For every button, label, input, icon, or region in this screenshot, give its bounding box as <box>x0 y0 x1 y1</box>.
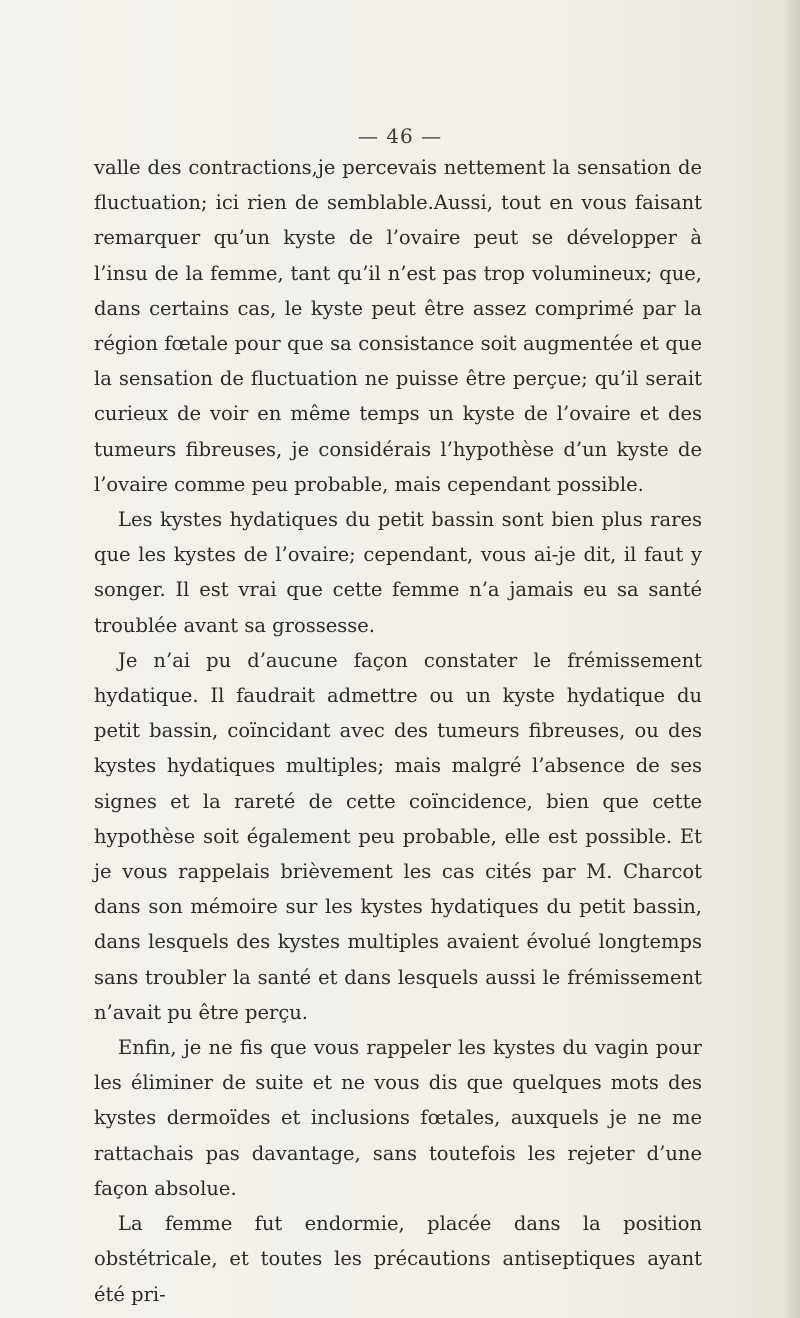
page-number: — 46 — <box>357 124 443 148</box>
paragraph-4: Enfin, je ne fis que vous rappeler les kystes du vagin pour les éliminer de suite et ne vous dis que quelques mots des kystes dermoïdes et inclusions fœtales, auxquels je ne me rattachais pas davantage, sans toutefois les rejeter d’une façon absolue. <box>94 1036 702 1200</box>
paragraph-2: Les kystes hydatiques du petit bassin sont bien plus rares que les kystes de l’ovaire; cependant, vous ai-je dit, il faut y songer. Il est vrai que cette femme n’a jamais eu sa santé troublée avant sa grossesse. <box>94 508 702 637</box>
paragraph-1: valle des contractions,je percevais nettement la sensation de fluctuation; ici rien de semblable.Aussi, tout en vous faisant remarquer qu’un kyste de l’ovaire peut se développer à l’insu de la femme, tant qu’il n’est pas trop volumineux; que, dans certains cas, le kyste peut être assez comprimé par la région fœtale pour que sa consistance soit augmentée et que la sensation de fluctuation ne puisse être perçue; qu’il serait curieux de voir en même temps un kyste de l’ovaire et des tumeurs fibreuses, je considérais l’hypothèse d’un kyste de l’ovaire comme peu probable, mais cependant possible. <box>94 156 702 496</box>
body-text <box>94 150 702 1312</box>
page-edge-shadow <box>774 0 800 1318</box>
paragraph-3: Je n’ai pu d’aucune façon constater le frémissement hydatique. Il faudrait admettre ou un kyste hydatique du petit bassin, coïncidant avec des tumeurs fibreuses, ou des kystes hydatiques multiples; mais malgré l’absence de ses signes et la rareté de cette coïncidence, bien que cette hypothèse soit également peu probable, elle est possible. Et je vous rappelais brièvement les cas cités par M. Charcot dans son mémoire sur les kystes hydatiques du petit bassin, dans lesquels des kystes multiples avaient évolué longtemps sans troubler la santé et dans lesquels aussi le frémissement n’avait pu être perçu. <box>94 648 702 1024</box>
paragraph-5: La femme fut endormie, placée dans la position obstétricale, et toutes les précautions antiseptiques ayant été pri- <box>94 1212 702 1306</box>
